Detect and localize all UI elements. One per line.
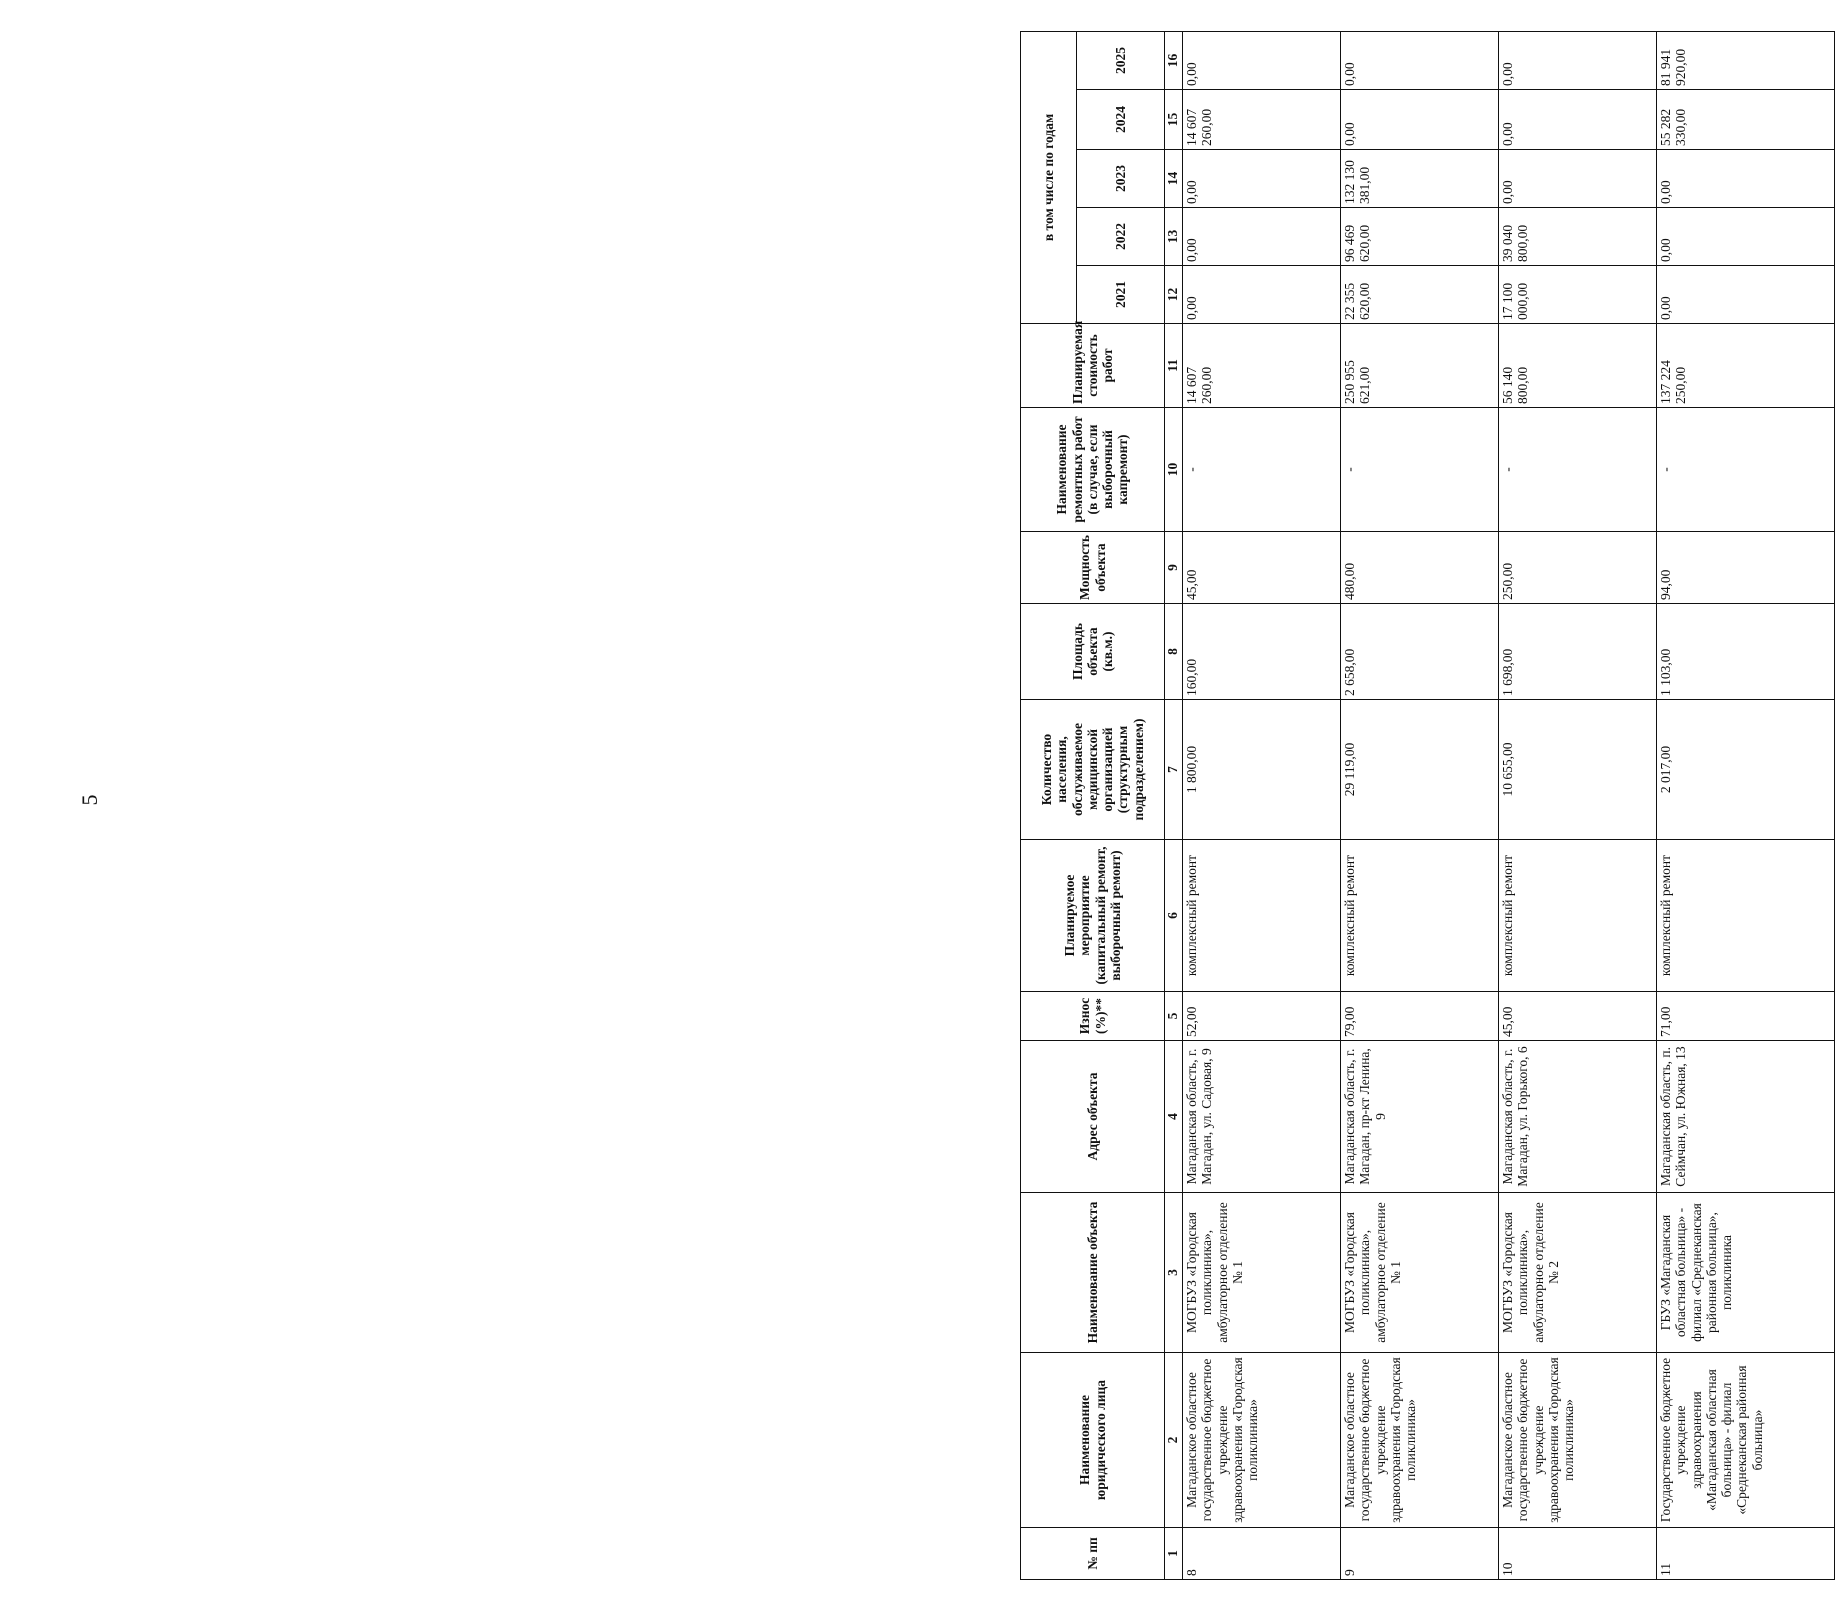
cell-population: 10 655,00 — [1499, 700, 1657, 840]
col-num: 5 — [1165, 992, 1183, 1041]
cell-address: Магаданская область, п. Сеймчан, ул. Южная, 13 — [1657, 1041, 1835, 1193]
col-num: 9 — [1165, 532, 1183, 604]
header-legal-entity: Наименование юридического лица — [1021, 1353, 1165, 1528]
table-row — [1183, 31, 1341, 1579]
cell-area: 160,00 — [1183, 604, 1341, 700]
cell-2025: 0,00 — [1183, 31, 1341, 89]
cell-2024: 0,00 — [1341, 90, 1499, 150]
cell-legal-entity: Магаданское областное государственное бюджетное учреждение здравоохранения «Городская поликлиника» — [1499, 1353, 1657, 1528]
header-n: № пп — [1021, 1528, 1165, 1580]
cell-2023: 0,00 — [1499, 150, 1657, 208]
rotated-table-wrapper — [1020, 31, 1835, 1580]
cell-capacity: 94,00 — [1657, 532, 1835, 604]
table-row — [1499, 31, 1657, 1579]
cell-repair-works: - — [1341, 408, 1499, 532]
col-num: 6 — [1165, 840, 1183, 992]
cell-capacity: 250,00 — [1499, 532, 1657, 604]
cell-population: 1 800,00 — [1183, 700, 1341, 840]
cell-2023: 132 130 381,00 — [1341, 150, 1499, 208]
cell-object-name: МОГБУЗ «Городская поликлиника», амбулаторное отделение № 1 — [1183, 1193, 1341, 1353]
cell-2024: 0,00 — [1499, 90, 1657, 150]
cell-2025: 0,00 — [1341, 31, 1499, 89]
cell-legal-entity: Магаданское областное государственное бюджетное учреждение здравоохранения «Городская поликлиника» — [1341, 1353, 1499, 1528]
header-address: Адрес объекта — [1021, 1041, 1165, 1193]
header-year-2024: 2024 — [1077, 90, 1165, 150]
col-num: 12 — [1165, 266, 1183, 324]
col-num: 15 — [1165, 90, 1183, 150]
cell-area: 1 698,00 — [1499, 604, 1657, 700]
cell-planned-event: комплексный ремонт — [1341, 840, 1499, 992]
header-area: Площадь объекта (кв.м.) — [1021, 604, 1165, 700]
header-planned-event: Планируемое мероприятие (капитальный ремонт, выборочный ремонт) — [1021, 840, 1165, 992]
cell-population: 2 017,00 — [1657, 700, 1835, 840]
cell-2024: 55 282 330,00 — [1657, 90, 1835, 150]
cell-wear: 52,00 — [1183, 992, 1341, 1041]
cell-n: 11 — [1657, 1528, 1835, 1580]
repair-plan-table — [1020, 31, 1835, 1580]
cell-planned-cost: 56 140 800,00 — [1499, 324, 1657, 408]
header-wear: Износ (%)** — [1021, 992, 1165, 1041]
page-number: 5 — [77, 794, 102, 806]
cell-object-name: МОГБУЗ «Городская поликлиника», амбулаторное отделение № 2 — [1499, 1193, 1657, 1353]
cell-repair-works: - — [1183, 408, 1341, 532]
header-year-2022: 2022 — [1077, 208, 1165, 266]
cell-2022: 39 040 800,00 — [1499, 208, 1657, 266]
cell-planned-event: комплексный ремонт — [1183, 840, 1341, 992]
col-num: 8 — [1165, 604, 1183, 700]
cell-planned-event: комплексный ремонт — [1499, 840, 1657, 992]
cell-2021: 22 355 620,00 — [1341, 266, 1499, 324]
cell-repair-works: - — [1499, 408, 1657, 532]
cell-n: 8 — [1183, 1528, 1341, 1580]
col-num: 10 — [1165, 408, 1183, 532]
cell-2023: 0,00 — [1657, 150, 1835, 208]
header-capacity: Мощность объекта — [1021, 532, 1165, 604]
cell-area: 1 103,00 — [1657, 604, 1835, 700]
cell-capacity: 480,00 — [1341, 532, 1499, 604]
header-by-years: в том числе по годам — [1021, 31, 1077, 323]
cell-legal-entity: Государственное бюджетное учреждение здравоохранения «Магаданская областная больница» - филиал «Среднеканская районная больница» — [1657, 1353, 1835, 1528]
cell-2023: 0,00 — [1183, 150, 1341, 208]
cell-2025: 81 941 920,00 — [1657, 31, 1835, 89]
cell-address: Магаданская область, г. Магадан, пр-кт Ленина, 9 — [1341, 1041, 1499, 1193]
col-num: 14 — [1165, 150, 1183, 208]
cell-planned-cost: 250 955 621,00 — [1341, 324, 1499, 408]
header-year-2021: 2021 — [1077, 266, 1165, 324]
cell-planned-event: комплексный ремонт — [1657, 840, 1835, 992]
col-num: 7 — [1165, 700, 1183, 840]
cell-capacity: 45,00 — [1183, 532, 1341, 604]
col-num: 1 — [1165, 1528, 1183, 1580]
column-number-row — [1165, 31, 1183, 1579]
cell-legal-entity: Магаданское областное государственное бюджетное учреждение здравоохранения «Городская поликлиника» — [1183, 1353, 1341, 1528]
cell-wear: 71,00 — [1657, 992, 1835, 1041]
cell-2022: 0,00 — [1657, 208, 1835, 266]
header-object-name: Наименование объекта — [1021, 1193, 1165, 1353]
cell-n: 9 — [1341, 1528, 1499, 1580]
header-year-2023: 2023 — [1077, 150, 1165, 208]
col-num: 2 — [1165, 1353, 1183, 1528]
cell-2021: 17 100 000,00 — [1499, 266, 1657, 324]
cell-2025: 0,00 — [1499, 31, 1657, 89]
col-num: 11 — [1165, 324, 1183, 408]
cell-object-name: ГБУЗ «Магаданская областная больница» - филиал «Среднеканская районная больница», поликлиника — [1657, 1193, 1835, 1353]
cell-address: Магаданская область, г. Магадан, ул. Садовая, 9 — [1183, 1041, 1341, 1193]
cell-n: 10 — [1499, 1528, 1657, 1580]
cell-2021: 0,00 — [1657, 266, 1835, 324]
cell-address: Магаданская область, г. Магадан, ул. Горького, 6 — [1499, 1041, 1657, 1193]
cell-2024: 14 607 260,00 — [1183, 90, 1341, 150]
header-repair-works: Наименование ремонтных работ (в случае, если выборочный капремонт) — [1021, 408, 1165, 532]
col-num: 13 — [1165, 208, 1183, 266]
cell-planned-cost: 137 224 250,00 — [1657, 324, 1835, 408]
header-population: Количество населения, обслуживаемое медицинской организацией (структурным подразделением) — [1021, 700, 1165, 840]
table-row — [1341, 31, 1499, 1579]
table-row — [1657, 31, 1835, 1579]
cell-planned-cost: 14 607 260,00 — [1183, 324, 1341, 408]
cell-wear: 45,00 — [1499, 992, 1657, 1041]
cell-repair-works: - — [1657, 408, 1835, 532]
col-num: 3 — [1165, 1193, 1183, 1353]
header-year-2025: 2025 — [1077, 31, 1165, 89]
cell-2022: 0,00 — [1183, 208, 1341, 266]
cell-wear: 79,00 — [1341, 992, 1499, 1041]
cell-2022: 96 469 620,00 — [1341, 208, 1499, 266]
col-num: 16 — [1165, 31, 1183, 89]
col-num: 4 — [1165, 1041, 1183, 1193]
header-planned-cost: Планируемая стоимость работ — [1021, 324, 1165, 408]
cell-object-name: МОГБУЗ «Городская поликлиника», амбулаторное отделение № 1 — [1341, 1193, 1499, 1353]
cell-area: 2 658,00 — [1341, 604, 1499, 700]
cell-population: 29 119,00 — [1341, 700, 1499, 840]
cell-2021: 0,00 — [1183, 266, 1341, 324]
